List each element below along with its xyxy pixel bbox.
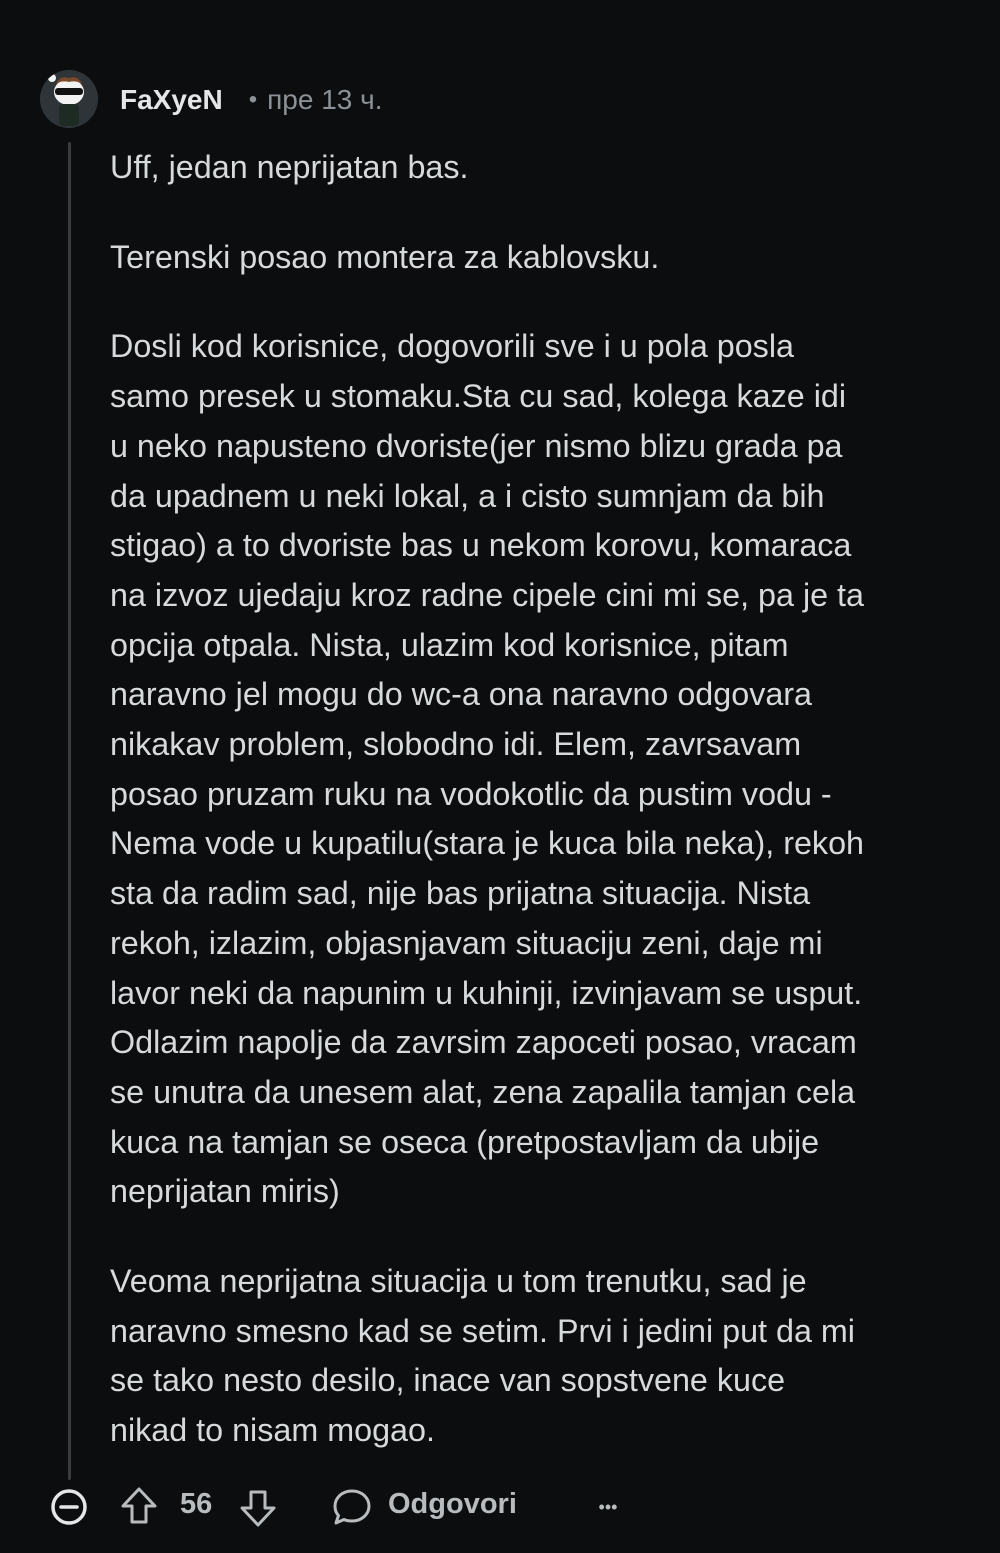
comment-paragraph: Terenski posao montera za kablovsku. (110, 238, 660, 275)
arrow-down-icon (238, 1488, 278, 1528)
downvote-button[interactable] (238, 1488, 278, 1528)
thread-line[interactable] (68, 142, 71, 1480)
comment-actions (0, 1482, 1000, 1532)
comment-paragraph: Veoma neprijatna situacija u tom trenutku, sad je naravno smesno kad se setim. Prvi i jedini put da mi se tako nesto desilo, inace van sopstvene kuce nikad to nisam mogao. (110, 1263, 855, 1449)
vote-count: 56 (180, 1488, 213, 1520)
minus-circle-icon (50, 1488, 88, 1526)
comment-paragraph: Uff, jedan neprijatan bas. (110, 149, 469, 185)
comment-paragraph: Dosli kod korisnice, dogovorili sve i u pola posla samo presek u stomaku.Sta cu sad, kolega kaze idi u neko napusteno dvoriste(jer nismo blizu grada pa da upadnem u neki lokal, a i cisto sumnjam da bih stigao) a to dvoriste bas u nekom korovu, komaraca na izvoz ujedaju kroz radne cipele cini mi se, pa je ta opcija otpala. Nista, ulazim kod korisnice, pitam naravno jel mogu do wc-a ona naravno odgovara nikakav problem, slobodno idi. Elem, zavrsavam posao pruzam ruku na vodokotlic da pustim vodu - Nema vode u kupatilu(stara je kuca bila neka), rekoh sta da radim sad, nije bas prijatna situacija. Nista rekoh, izlazim, objasnjavam situaciju zeni, daje mi lavor neki da napunim u kuhinji, izvinjavam se usput. Odlazim napolje da zavrsim zapoceti posao, vracam se unutra da unesem alat, zena zapalila tamjan cela kuca na tamjan se oseca (pretpostavljam da ubije neprijatan miris) (110, 328, 864, 1210)
ellipsis-icon: ••• (598, 1496, 618, 1517)
comment-body (110, 143, 970, 1496)
comment-meta (120, 80, 383, 120)
speech-bubble-icon (331, 1486, 373, 1528)
username[interactable]: FaXyeN (120, 84, 223, 115)
reply-button[interactable]: Odgovori (388, 1488, 517, 1520)
avatar[interactable] (40, 70, 98, 128)
more-options-button[interactable] (588, 1490, 628, 1524)
timestamp: пре 13 ч. (267, 84, 383, 115)
collapse-button[interactable] (50, 1488, 88, 1526)
arrow-up-icon (119, 1486, 159, 1526)
reply-icon-button[interactable] (331, 1486, 373, 1528)
upvote-button[interactable] (119, 1486, 159, 1526)
meta-separator: • (248, 86, 258, 113)
avatar-image (40, 70, 98, 128)
